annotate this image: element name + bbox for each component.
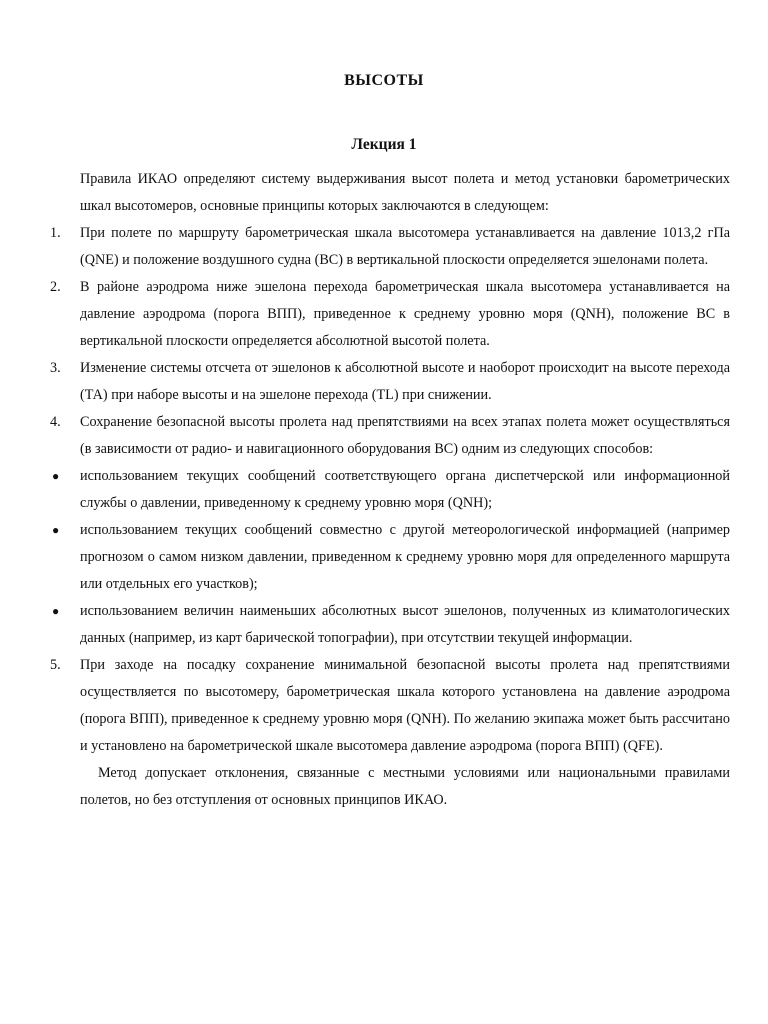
bullet-text: использованием текущих сообщений соответствующего органа диспетчерской или информационной службы о давлении, приведенному к среднему уровню моря (QNH); xyxy=(80,468,730,511)
numbered-list xyxy=(50,220,730,463)
bullet-text: использованием текущих сообщений совместно с другой метеорологической информацией (например прогнозом о самом низком давлении, приведенном к среднему уровню моря для определенного маршрута или отдельных его участков); xyxy=(80,522,730,592)
list-item-text: В районе аэродрома ниже эшелона перехода барометрическая шкала высотомера устанавливается на давление аэродрома (порога ВПП), приведенное к среднему уровню моря (QNH), положение ВС в вертикальной плоскости определяется абсолютной высотой полета. xyxy=(80,279,730,349)
list-item-text: При полете по маршруту барометрическая шкала высотомера устанавливается на давление 1013,2 гПа (QNE) и положение воздушного судна (ВС) в вертикальной плоскости определяется эшелонами полета. xyxy=(80,225,730,268)
bullet-item-2 xyxy=(52,517,730,598)
list-item-1 xyxy=(50,220,730,274)
document-title: ВЫСОТЫ xyxy=(344,72,424,89)
closing-paragraph: Метод допускает отклонения, связанные с местными условиями или национальными правилами полетов, но без отступления от основных принципов ИКАО. xyxy=(80,765,730,808)
list-item-2 xyxy=(50,274,730,355)
list-marker: 2. xyxy=(50,279,61,295)
numbered-list-continued xyxy=(50,652,730,760)
list-item-text: Изменение системы отсчета от эшелонов к абсолютной высоте и наоборот происходит на высоте перехода (ТА) при наборе высоты и на эшелоне перехода (TL) при снижении. xyxy=(80,360,730,403)
list-item-3 xyxy=(50,355,730,409)
document-body xyxy=(50,166,730,814)
list-marker: 4. xyxy=(50,414,61,430)
bullet-list xyxy=(52,463,730,652)
bullet-text: использованием величин наименьших абсолютных высот эшелонов, полученных из климатологических данных (например, из карт барической топографии), при отсутствии текущей информации. xyxy=(80,603,730,646)
lecture-subtitle: Лекция 1 xyxy=(351,136,417,153)
list-item-4 xyxy=(50,409,730,463)
list-item-text: При заходе на посадку сохранение минимальной безопасной высоты пролета над препятствиями осуществляется по высотомеру, барометрическая шкала которого установлена на давление аэродрома (порога ВПП), приведенное к среднему уровню моря (QNH). По желанию экипажа может быть рассчитано и установлено на барометрической шкале высотомера давление аэродрома (порога ВПП) (QFE). xyxy=(80,657,730,754)
list-item-5 xyxy=(50,652,730,760)
list-marker: 3. xyxy=(50,360,61,376)
list-marker: 1. xyxy=(50,225,61,241)
list-marker: 5. xyxy=(50,657,61,673)
bullet-icon: ● xyxy=(52,604,60,618)
bullet-icon: ● xyxy=(52,523,60,537)
bullet-item-3 xyxy=(52,598,730,652)
bullet-icon: ● xyxy=(52,469,60,483)
intro-paragraph: Правила ИКАО определяют систему выдерживания высот полета и метод установки барометрических шкал высотомеров, основные принципы которых заключаются в следующем: xyxy=(80,171,730,214)
list-item-text: Сохранение безопасной высоты пролета над препятствиями на всех этапах полета может осуществляться (в зависимости от радио- и навигационного оборудования ВС) одним из следующих способов: xyxy=(80,414,730,457)
bullet-item-1 xyxy=(52,463,730,517)
